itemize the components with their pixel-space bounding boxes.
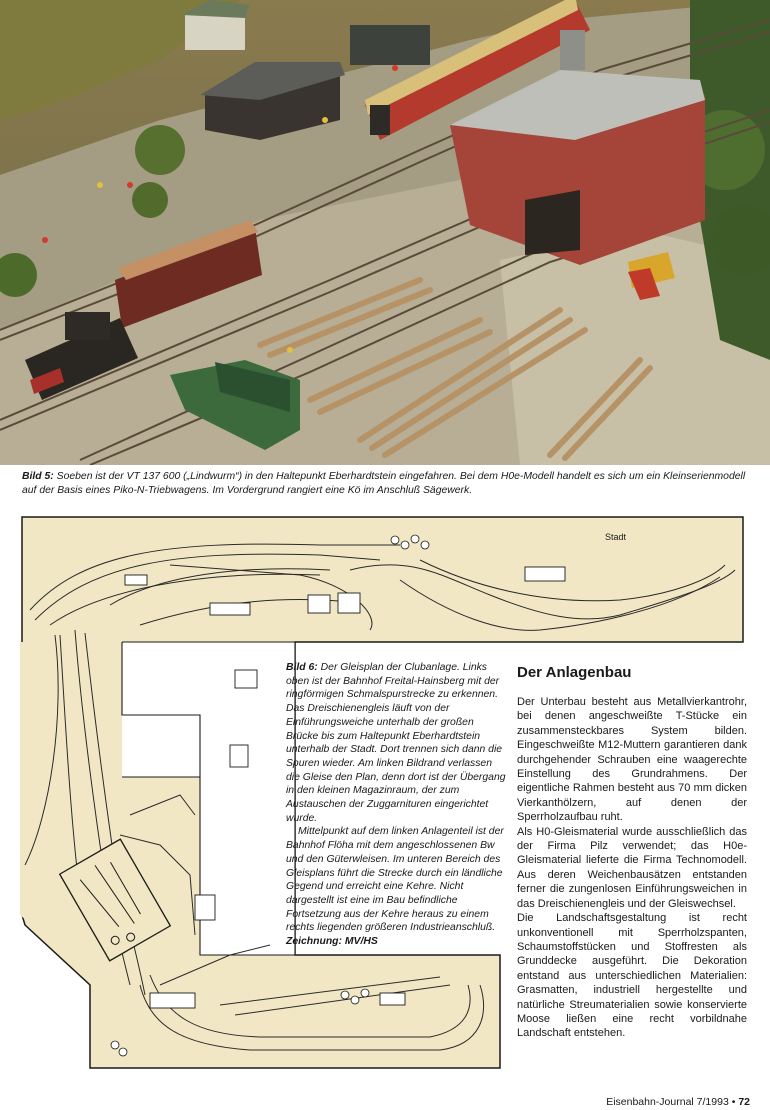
plan-caption-label: Bild 6: <box>286 662 318 673</box>
article-paragraph-2: Als H0-Gleismaterial wurde ausschließlich das der Firma Pilz verwendet; das H0e-Gleismaterial lieferte die Firma Technomodell. Aus deren Weichenbausätzen entstanden ferner die zungenlosen Einführungsweichen in das Dreischienengleis und der Gleiswechsel. <box>517 825 747 910</box>
footer-journal: Eisenbahn-Journal 7/1993 <box>606 1096 729 1108</box>
photo-caption-text: Soeben ist der VT 137 600 („Lindwurm“) in den Haltepunkt Eberhardtstein eingefahren. Bei dem H0e-Modell handelt es sich um ein Kleinserienmodell auf der Basis eines Piko-N-Triebwagens. Im Vordergrund rangiert eine Kö im Anschluß Sägewerk. <box>22 471 746 496</box>
photo-caption-label: Bild 5: <box>22 471 54 482</box>
article-paragraph-3: Die Landschaftsgestaltung ist recht unkonventionell mit Sperrholzspanten, Schaumstoffstücken und Stoffresten als Grunddecke ausgeführt. Die Dekoration entstand aus unterschiedlichen Materialien: Grasmatten, industriell hergestellte und natürliche Streumaterialien sowie konservierte Moose ließen eine recht vorbildnahe Landschaft entstehen. <box>517 912 747 1040</box>
article-body <box>517 695 747 1041</box>
page-footer <box>560 1096 750 1108</box>
article-paragraph-1: Der Unterbau besteht aus Metallvierkantrohr, bei denen angeschweißte T-Stücke ein zusammensteckbares System bilden. Eingeschweißte M12-Muttern garantieren dank durchgehender Schrauben eine waagerechte Einstellung des Grundrahmens. Der eigentliche Rahmen besteht aus 70 mm dicken Vierkanthölzern, auf denen der Sperrholzaufbau ruht. <box>517 696 747 824</box>
plan-stadt-label: Stadt <box>605 532 627 542</box>
photo-caption <box>22 470 750 498</box>
plan-credit: Zeichnung: MV/HS <box>286 936 378 948</box>
footer-page-number: 72 <box>738 1096 750 1108</box>
plan-caption-part2: Mittelpunkt auf dem linken Anlagenteil ist der Bahnhof Flöha mit dem angeschlossenen Bw und den Güterwleisen. Im unteren Bereich des Gleisplans führt die Strecke durch ein ländliche Gegend und erreicht eine Kehre. Nicht dargestellt ist eine im Bau befindliche Fortsetzung aus der Kehre heraus zu einem rechts liegenden größeren Industrieanschluß. <box>286 826 504 934</box>
plan-caption <box>286 661 508 949</box>
footer-separator: • <box>731 1096 736 1108</box>
plan-caption-part1: Der Gleisplan der Clubanlage. Links oben ist der Bahnhof Freital-Hainsberg mit der ringförmigen Schmalspurstrecke zu erkennen. Das Dreischienengleis läuft von der Einführungsweiche unterhalb der großen Brücke bis zum Haltepunkt Eberhardtstein unterhalb der Stadt. Dort trennen sich dann die Spuren wieder. Am linken Bildrand verlassen die Gleise den Plan, denn dort ist der Übergang in den kleinen Magazinraum, der zum Austauschen der Zuggarnituren eingerichtet wurde. <box>286 662 506 824</box>
article-title: Der Anlagenbau <box>517 664 632 681</box>
layout-photo <box>0 0 770 465</box>
